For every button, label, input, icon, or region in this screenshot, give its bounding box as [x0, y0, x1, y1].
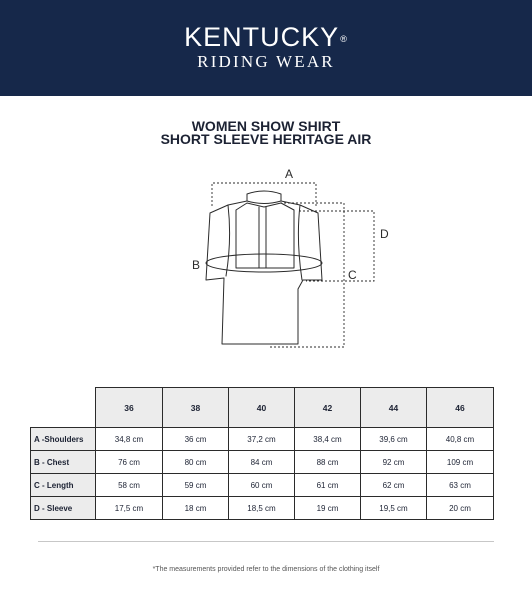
brand-logo: [0, 22, 532, 52]
size-header: 38: [163, 388, 229, 428]
brand-name: KENTUCKY: [184, 22, 340, 52]
row-label: A -Shoulders: [31, 428, 96, 451]
table-cell: 18,5 cm: [229, 497, 295, 520]
table-cell: 61 cm: [295, 474, 361, 497]
table-cell: 76 cm: [96, 451, 163, 474]
label-a: A: [285, 167, 294, 181]
row-label: D - Sleeve: [31, 497, 96, 520]
measure-line-c: [270, 203, 344, 347]
table-cell: 34,8 cm: [96, 428, 163, 451]
size-header-row: [31, 388, 494, 428]
shirt-measurement-diagram: [0, 160, 532, 360]
table-cell: 80 cm: [163, 451, 229, 474]
table-cell: 60 cm: [229, 474, 295, 497]
row-label: C - Length: [31, 474, 96, 497]
table-cell: 88 cm: [295, 451, 361, 474]
table-cell: 109 cm: [427, 451, 494, 474]
product-title-line-1: WOMEN SHOW SHIRT: [191, 118, 341, 134]
table-cell: 58 cm: [96, 474, 163, 497]
label-b: B: [192, 258, 201, 272]
shirt-collar: [247, 191, 281, 204]
table-cell: 19 cm: [295, 497, 361, 520]
shirt-placket: [236, 203, 294, 268]
table-cell: 37,2 cm: [229, 428, 295, 451]
table-cell: 17,5 cm: [96, 497, 163, 520]
footnote: *The measurements provided refer to the dimensions of the clothing itself: [152, 566, 380, 573]
table-row: [31, 451, 494, 474]
table-cell: 39,6 cm: [361, 428, 427, 451]
table-cell: 38,4 cm: [295, 428, 361, 451]
table-row: [31, 497, 494, 520]
table-cell: 36 cm: [163, 428, 229, 451]
divider: [38, 541, 494, 542]
size-header: 46: [427, 388, 494, 428]
table-cell: 18 cm: [163, 497, 229, 520]
table-cell: 92 cm: [361, 451, 427, 474]
row-label: B - Chest: [31, 451, 96, 474]
measure-line-d: [299, 211, 374, 281]
registered-mark: ®: [340, 34, 348, 44]
size-header: 36: [96, 388, 163, 428]
table-cell: 40,8 cm: [427, 428, 494, 451]
brand-header: [0, 0, 532, 96]
table-cell: 59 cm: [163, 474, 229, 497]
brand-subtitle: RIDING WEAR: [197, 52, 335, 71]
table-row: [31, 474, 494, 497]
table-cell: 62 cm: [361, 474, 427, 497]
table-cell: 19,5 cm: [361, 497, 427, 520]
size-header: 42: [295, 388, 361, 428]
label-d: D: [380, 227, 389, 241]
product-title-line-2: SHORT SLEEVE HERITAGE AIR: [160, 131, 372, 147]
table-row: [31, 428, 494, 451]
table-cell: 63 cm: [427, 474, 494, 497]
table-cell: 84 cm: [229, 451, 295, 474]
label-c: C: [348, 268, 357, 282]
size-header: 40: [229, 388, 295, 428]
size-table: [30, 387, 494, 520]
measure-ellipse-b: [206, 254, 322, 272]
size-header: 44: [361, 388, 427, 428]
table-cell: 20 cm: [427, 497, 494, 520]
